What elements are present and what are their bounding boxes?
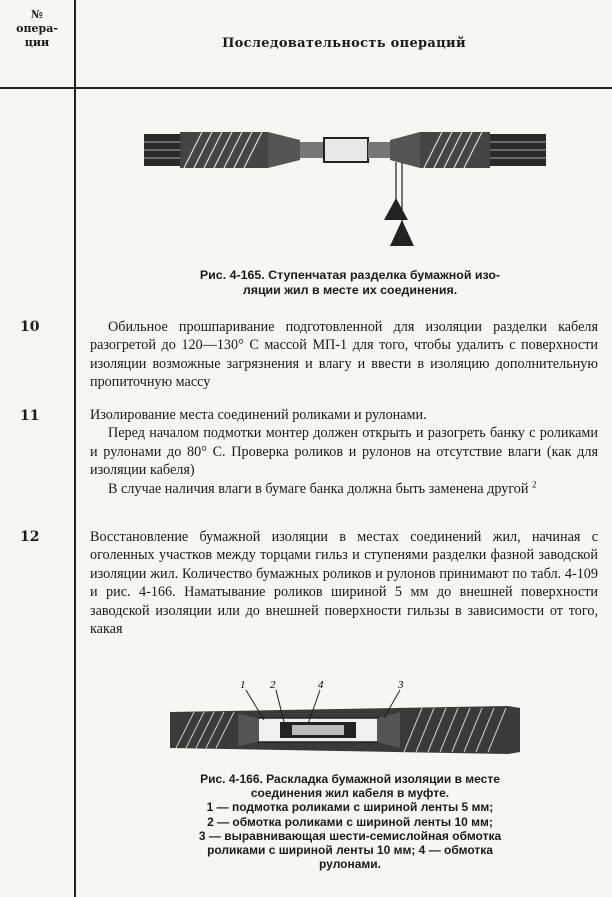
operations-sequence-header: Последовательность операций [222,36,466,51]
label-3: 3 [398,679,404,691]
figure-165-cable-stepped-cut [140,128,560,258]
label-2: 2 [270,679,276,691]
figure-166-caption: Рис. 4-166. Раскладка бумажной изоляции в месте соединения жил кабеля в муфте. 1 — подмотка роликами с шириной ленты 5 мм; 2 — обмотка роликами с шириной ленты 10 мм; 3 — выравнивающая шести-семислойная обмотка роликами с шириной ленты 10 мм; 4 — обмотка рулонами. [198,772,502,872]
operation-number-12: 12 [20,529,40,545]
operation-12-text: Восстановление бумажной изоляции в местах соединений жил, начиная с оголенных участков между торцами гильз и ступенями разделки фазной заводской изоляции жил. Количество бумажных роликов и рулонов принимают по табл. 4-109 и рис. 4-166. Наматывание роликов шириной 5 мм до внешней поверхности заводской изоляции или до внешней поверхности гильзы в зависимости от того, какая [90,529,598,638]
label-4: 4 [318,679,324,691]
column-divider [74,0,76,897]
figure-166-insulation-layout [168,676,528,772]
header-divider [0,87,612,89]
operation-number-header: № опера- ции [16,8,58,49]
operation-10-text: Обильное прошпаривание подготовленной для изоляции разделки кабеля разогретой до 120—130° С массой МП-1 для того, чтобы удалить с поверхности изоляции возможные загрязнения и влагу и ввести в изоляцию дополнительную пропиточную массу [90,319,598,391]
operation-number-10: 10 [20,319,40,335]
operation-11-text: Изолирование места соединений роликами и рулонами. Перед началом подмотки монтер должен открыть и разогреть банку с роликами и рулонами до 80° С. Проверка роликов и рулонов на отсутствие влаги (как для изоляции кабеля) В случае наличия влаги в бумаге банка должна быть заменена другой $^2$ [90,407,598,497]
label-1: 1 [240,679,246,691]
operation-number-11: 11 [20,408,40,424]
figure-165-caption: Рис. 4-165. Ступенчатая разделка бумажной изо- ляции жил в месте их соединения. [199,268,501,297]
